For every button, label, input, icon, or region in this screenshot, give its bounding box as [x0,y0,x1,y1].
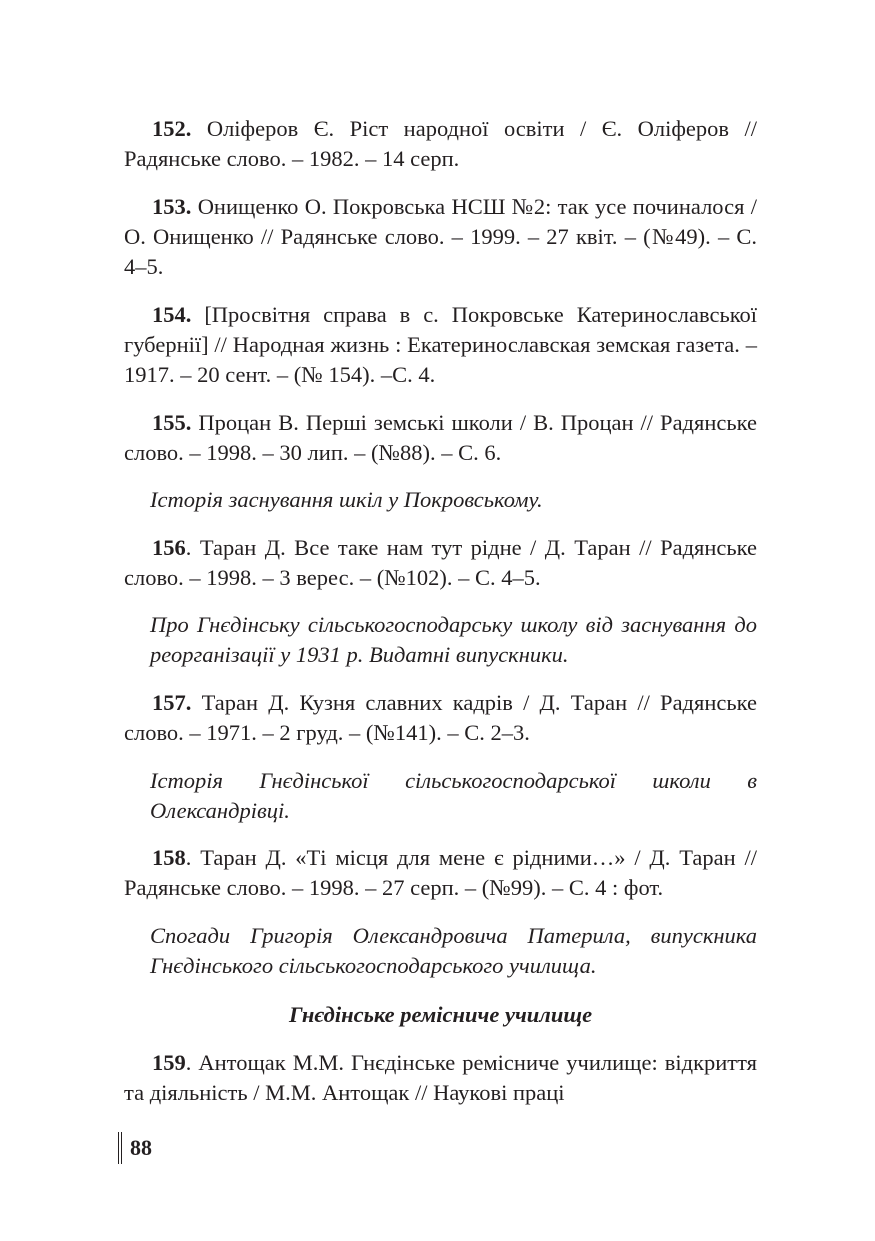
page-footer [118,1132,152,1164]
entry-text: Таран Д. «Ті місця для мене є рідними…» / Д. Таран // Радянське слово. – 1998. – 27 серп. – (№99). – С. 4 : фот. [124,845,757,900]
bibliography-entry-157 [124,688,757,748]
entry-number: 158 [152,845,186,870]
entry-text: [Просвітня справа в с. Покровське Катеринославської губернії] // Народная жизнь : Екатеринославская земская газета. – 1917. – 20 сент. – (№ 154). –С. 4. [124,302,757,387]
entry-text: Процан В. Перші земські школи / В. Процан // Радянське слово. – 1998. – 30 лип. – (№88). – С. 6. [124,410,757,465]
entry-text: Онищенко О. Покровська НСШ №2: так усе починалося / О. Онищенко // Радянське слово. – 1999. – 27 квіт. – (№49). – С. 4–5. [124,194,757,279]
bibliography-entry-152 [124,114,757,174]
entry-number: 152. [152,116,192,141]
entry-number-separator: . [185,1050,192,1075]
entry-number: 153. [152,194,192,219]
section-heading: Гнєдінське ремісниче училище [288,1002,593,1027]
entry-number-separator: . [185,845,192,870]
entry-text: Антощак М.М. Гнєдінське ремісниче училище: відкриття та діяльність / М.М. Антощак // Наукові праці [124,1050,758,1105]
bibliography-entry-153 [124,192,757,282]
bibliography-entry-159 [124,1048,757,1108]
footer-rule [118,1132,122,1164]
entry-text: Оліферов Є. Ріст народної освіти / Є. Оліферов // Радянське слово. – 1982. – 14 серп. [124,116,757,171]
entry-text: Таран Д. Все таке нам тут рідне / Д. Таран // Радянське слово. – 1998. – 3 верес. – (№102). – С. 4–5. [124,535,758,590]
entry-number: 159 [152,1050,186,1075]
bibliography-entry-155 [124,408,757,468]
entry-number: 157. [152,690,192,715]
entry-number: 155. [152,410,192,435]
bibliography-entry-158 [124,843,757,903]
bibliography-entry-156 [124,533,757,593]
annotation: Історія Гнєдінської сільськогосподарської школи в Олександрівці. [150,768,757,823]
entry-text: Таран Д. Кузня славних кадрів / Д. Таран // Радянське слово. – 1971. – 2 груд. – (№141). – С. 2–3. [124,690,757,745]
annotation: Спогади Григорія Олександровича Патерила, випускника Гнєдінського сільськогосподарського училища. [150,923,757,978]
entry-number-separator: . [185,535,192,560]
annotation: Про Гнєдінську сільськогосподарську школу від заснування до реорганізації у 1931 р. Видатні випускники. [150,612,757,667]
bibliography-entry-154 [124,300,757,390]
page-number: 88 [130,1135,152,1160]
annotation: Історія заснування шкіл у Покровському. [150,487,543,512]
entry-number: 156 [152,535,186,560]
entry-number: 154. [152,302,192,327]
